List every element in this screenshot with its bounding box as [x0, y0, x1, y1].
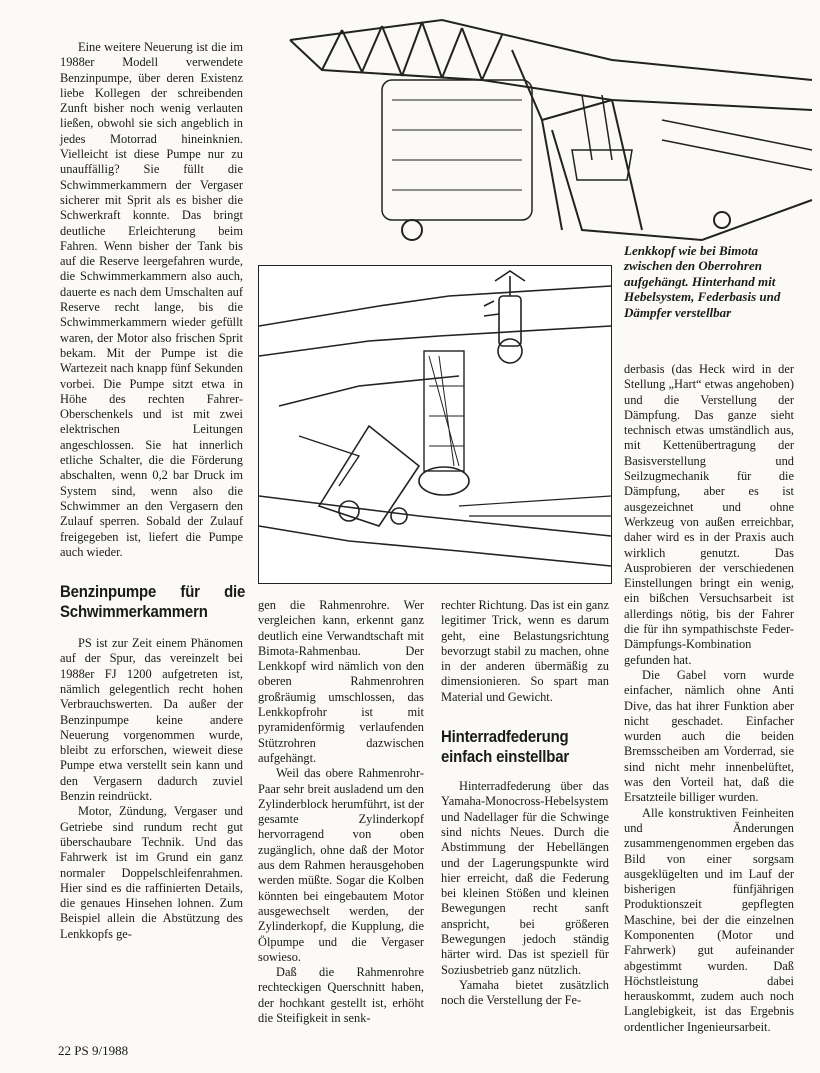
- paragraph: Die Gabel vorn wurde einfacher, nämlich ohne Anti Dive, das hat ihrer Funktion aber nicht geschadet. Einfacher wurden auch die beiden Bremsscheiben am Vorderrad, sie sind nicht mehr innenbelüftet, was den Vorteil hat, daß die Ersatzteile billiger wurden.: [624, 667, 794, 805]
- paragraph: Eine weitere Neuerung ist die im 1988er Modell verwendete Benzinpumpe, über deren Existenz liebe Kollegen der schreibenden Zunft bisher noch wenig verlauten ließen, obwohl sie sich angeblich in jedes Motorrad hineinknien. Vielleicht ist diese Pumpe nur zu unauffällig? Sie füllt die Schwimmerkammern der Vergaser sicherer mit Sprit als es bisher die Schwerkraft konnte. Das bringt deutliche Erleichterung beim Fahren. Wenn bisher der Tank bis auf die Reserve leergefahren wurde, die Schwimmerkammern also auch, dauerte es nach dem Umschalten auf Reserve recht lange, bis die Schwimmerkammern wieder gefüllt waren, der Motor also frischen Sprit bekam. Mit der Pumpe ist die Wartezeit nach knapp fünf Sekunden vorbei. Die Pumpe sitzt etwa in Höhe des rechten Fahrer-Oberschenkels und ist mit zwei elektrischen Leitungen angeschlossen. Sie hat innerlich etliche Schalter, die die Förderung abschalten, wenn 0,2 bar Druck im System sind, wenn also die Schwimmer an den Vergasern den Zulauf sperren. Sobald der Zulauf freigegeben ist, liefert die Pumpe auch wieder.: [60, 40, 243, 559]
- paragraph: Motor, Zündung, Vergaser und Getriebe sind rundum recht gut überschaubare Technik. Und das Fahrwerk ist im Grund ein ganz normaler Doppelschleifenrahmen. Hier sind es die raffinierten Details, die genaues Hinsehen lohnen. Zum Beispiel allein die Abstützung des Lenkkopfs ge-: [60, 804, 243, 941]
- column-1: [60, 40, 246, 942]
- paragraph: Hinterradfederung über das Yamaha-Monocross-Hebelsystem und Nadellager für die Schwinge sind nichts Neues. Durch die Abstimmung der Hebellängen und der Lagerungspunkte wird hier erreicht, daß die Federung bei kleinen Stößen und kleinen Bewegungen recht sanft anspricht, bei größeren Bewegungen jedoch ständig härter wird. Das ist speziell für Soziusbetrieb ganz nützlich.: [441, 779, 609, 977]
- rear-suspension-illustration: [258, 265, 612, 584]
- paragraph: Alle konstruktiven Feinheiten und Änderungen zusammengenommen ergeben das Bild von einer sorgsam ausgeklügelten und im Lauf der bisherigen fünfjährigen Produktionszeit gepflegten Maschine, bei der die einzelnen Komponenten (Motor und Fahrwerk) gut aufeinander abgestimmt wurden. Daß Höchstleistung dabei herauskommt, zudem auch noch Langlebigkeit, ist das Ergebnis ordentlicher Ingenieursarbeit.: [624, 805, 794, 1034]
- frame-illustration: [282, 0, 820, 252]
- figure-caption: Lenkkopf wie bei Bimota zwischen den Oberrohren aufgehängt. Hinterhand mit Hebelsystem, Federbasis und Dämpfer verstellbar: [624, 243, 781, 320]
- page-footer: 22 PS 9/1988: [58, 1043, 129, 1058]
- paragraph: derbasis (das Heck wird in der Stellung „Hart“ etwas angehoben) und die Verstellung der Dämpfung. Das ganze sieht technisch etwas umständlich aus, mit Kettenübertragung der Basisverstellung und Seilzugmechanik für die Dämpfung, aber es ist ausgezeichnet und ohne Werkzeug von außen erreichbar, daher wird es in der Praxis auch wirklich genutzt. Das Ausprobieren der verschiedenen Einstellungen bringt ein wenig, ein bißchen Versuchsarbeit ist allerdings nötig, bis der Fahrer die für ihn sympathischste Feder-Dämpfungs-Kombination gefunden hat.: [624, 362, 794, 667]
- column-2: [258, 598, 424, 1026]
- paragraph: PS ist zur Zeit einem Phänomen auf der Spur, das vereinzelt bei 1988er FJ 1200 aufgetreten ist, nämlich gelegentlich recht hohen Verbrauchswerten. Da außer der Benzinpumpe keine andere Neuerung vorgenommen wurde, bleibt zu erforschen, wieweit diese Pumpe etwa verstellt sein kann und den Vergasern dadurch zuviel Benzin reindrückt.: [60, 636, 243, 804]
- paragraph: gen die Rahmenrohre. Wer vergleichen kann, erkennt ganz deutlich eine Verwandtschaft mit Bimota-Rahmenbau. Der Lenkkopf wird nämlich von den oberen Rahmenrohren großräumig umschlossen, das Lenkkopfrohr ist mit pyramidenförmig verlaufenden Stützrohren dazwischen aufgehängt.: [258, 598, 424, 765]
- column-3: [441, 598, 609, 1009]
- paragraph: rechter Richtung. Das ist ein ganz legitimer Trick, wenn es darum geht, eine Belastungsrichtung bevorzugt stabil zu machen, ohne in der anderen übermäßig zu dimensionieren. So spart man Material und Gewicht.: [441, 598, 609, 704]
- paragraph: Yamaha bietet zusätzlich noch die Verstellung der Fe-: [441, 977, 609, 1008]
- section-heading: Benzinpumpe für die Schwimmerkammern: [60, 582, 246, 622]
- paragraph: Weil das obere Rahmenrohr-Paar sehr breit ausladend um den Zylinderblock herumführt, ist der gesamte Zylinderkopf hervorragend von oben zugänglich, ohne daß der Motor aus dem Rahmen herausgehoben werden müßte. Sogar die Kolben könnten bei eingebautem Motor ausgewechselt werden, der Zylinderkopf, die Kupplung, die Ölpumpe und die Vergaser sowieso.: [258, 766, 424, 964]
- section-heading: Hinterradfederung einfach einstellbar: [441, 727, 570, 767]
- column-4: [624, 362, 794, 1035]
- paragraph: Daß die Rahmenrohre rechteckigen Querschnitt haben, der hochkant gestellt ist, erhöht die Steifigkeit in senk-: [258, 965, 424, 1026]
